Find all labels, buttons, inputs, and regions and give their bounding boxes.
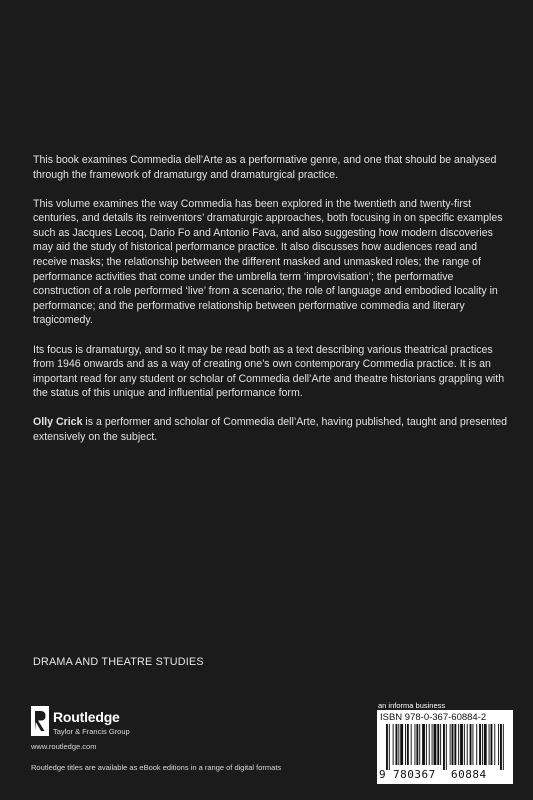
publisher-group: Taylor & Francis Group	[53, 727, 130, 736]
barcode-bar	[411, 724, 412, 765]
blurb-text	[33, 153, 513, 459]
barcode-bar	[503, 724, 504, 770]
barcode-bar	[398, 724, 399, 765]
barcode-bar	[452, 724, 454, 765]
barcode-bar	[393, 724, 394, 765]
barcode-right-digits: 60884	[451, 768, 487, 781]
blurb-paragraph: This book examines Commedia dell’Arte as a performative genre, and one that should be analysed through the framework of dramaturgy and dramaturgical practice.	[33, 154, 497, 181]
informa-business-tag: an informa business	[378, 701, 446, 710]
barcode-bar	[422, 724, 425, 765]
barcode-bar	[472, 724, 473, 765]
barcode-bars	[386, 724, 504, 770]
barcode-bar	[498, 724, 499, 765]
barcode-bar	[484, 724, 487, 765]
barcode-bar	[405, 724, 406, 765]
barcode-first-digit: 9	[379, 768, 386, 781]
barcode-bar	[426, 724, 427, 765]
ebook-note: Routledge titles are available as eBook editions in a range of digital formats	[31, 763, 282, 772]
barcode-bar	[416, 724, 418, 765]
publisher-website: www.routledge.com	[31, 742, 97, 751]
barcode-bar	[389, 724, 390, 770]
author-name: Olly Crick	[33, 416, 83, 429]
barcode-bar	[464, 724, 465, 765]
barcode-bar	[482, 724, 483, 765]
publisher-name: Routledge	[53, 709, 120, 725]
barcode-bar	[437, 724, 439, 765]
barcode-bar	[479, 724, 481, 765]
isbn-number: ISBN 978-0-367-60884-2	[380, 712, 487, 723]
barcode-bar	[467, 724, 468, 765]
barcode-bar	[400, 724, 403, 765]
routledge-logo-icon	[31, 706, 49, 736]
barcode-bar	[489, 724, 490, 765]
barcode-bar	[429, 724, 430, 765]
barcode-bar	[491, 724, 493, 765]
barcode-bar	[415, 724, 416, 765]
isbn-barcode	[377, 710, 513, 784]
blurb-paragraph: Its focus is dramaturgy, and so it may be read both as a text describing various theatrical practices from 1946 onwards and as a way of creating one’s own contemporary Commedia practice. It is an important read for any student or scholar of Commedia dell’Arte and theatre historians grappling with the status of this unique and influential performance form.	[33, 343, 505, 400]
barcode-bar	[458, 724, 459, 765]
barcode-bar	[434, 724, 437, 765]
series-label: DRAMA AND THEATRE STUDIES	[33, 656, 204, 668]
barcode-bar	[386, 724, 388, 770]
author-bio	[33, 415, 513, 444]
barcode-bar	[460, 724, 463, 765]
barcode-bar	[494, 724, 495, 765]
barcode-bar	[432, 724, 433, 765]
barcode-bar	[407, 724, 409, 765]
blurb-paragraph: This volume examines the way Commedia has been explored in the twentieth and twenty-first centuries, and details its reinventors’ dramaturgic approaches, both focusing in on specific examples such as Jacques Lecoq, Dario Fo and Antonio Fava, and also suggesting how modern discoveries may aid the study of historical performance practice. It also discusses how audiences read and receive masks; the relationship between the different masked and unmasked roles; the range of performance activities that come under the umbrella term ‘improvisation’; the performative construction of a role performed ‘live’ from a scenario; the role of language and embodied locality in performance; and the performative relationship between performative commedia and literary tragicomedy.	[33, 197, 503, 327]
barcode-bar	[419, 724, 420, 765]
barcode-bar	[443, 724, 445, 770]
barcode-bar	[396, 724, 398, 765]
barcode-bar	[446, 724, 447, 770]
barcode-bar	[440, 724, 441, 765]
barcode-left-digits: 780367	[393, 768, 436, 781]
barcode-bar	[454, 724, 456, 765]
barcode-bar	[450, 724, 451, 765]
barcode-bar	[470, 724, 472, 765]
barcode-bar	[476, 724, 477, 765]
author-bio-text: is a performer and scholar of Commedia dell’Arte, having published, taught and presented extensively on the subject.	[33, 416, 508, 443]
barcode-bar	[500, 724, 502, 770]
